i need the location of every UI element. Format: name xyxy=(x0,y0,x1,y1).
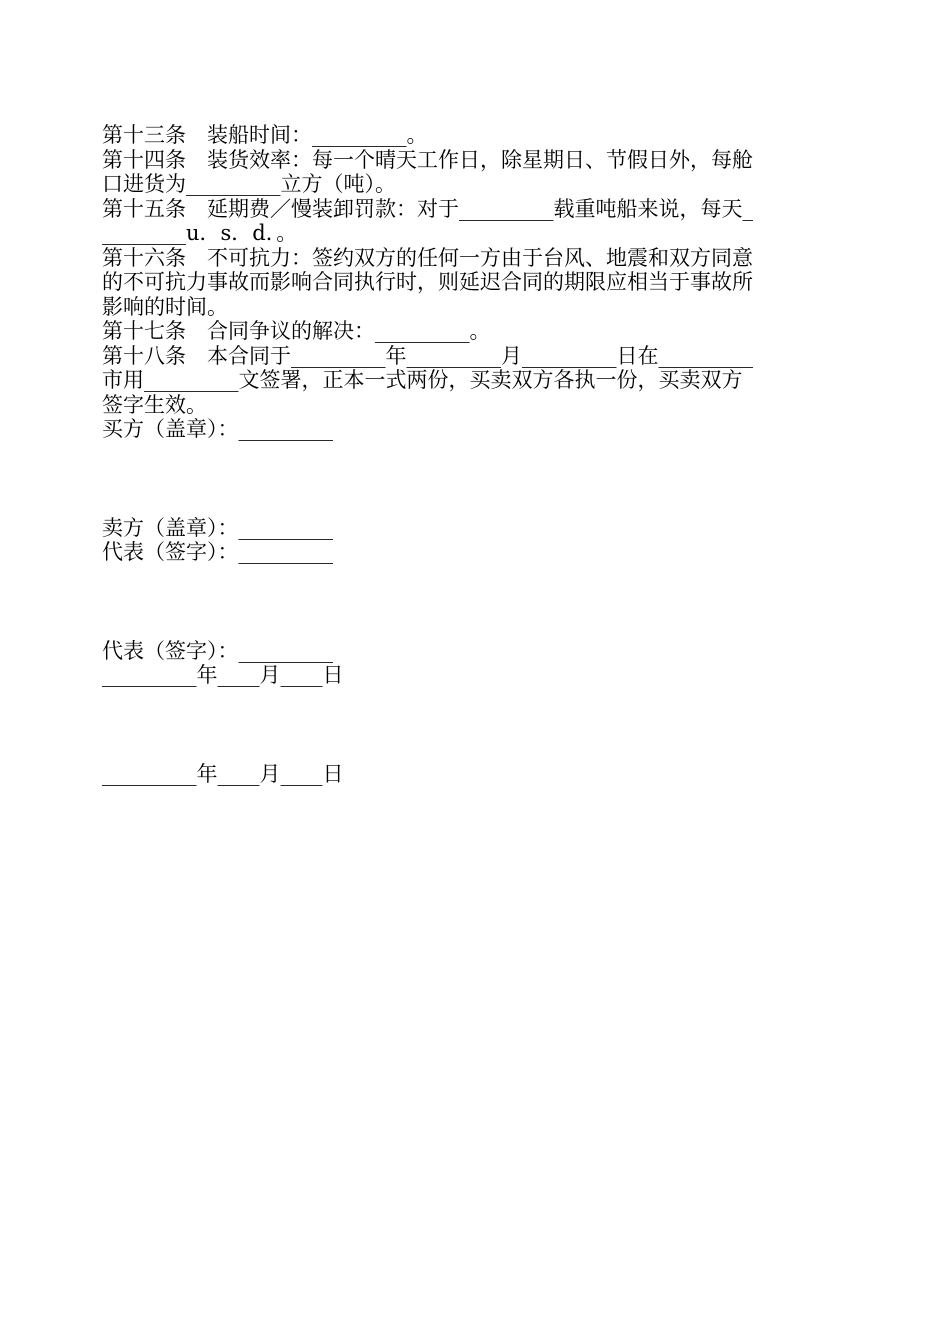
spacer xyxy=(102,688,852,762)
article-14-loading-rate-cont: 口进货为_________立方（吨）。 xyxy=(102,172,396,196)
spacer xyxy=(102,565,852,639)
article-18-signing: 第十八条 本合同于_________年_________月_________日在_________ xyxy=(102,343,753,368)
article-16-force-majeure-cont-2: 影响的时间。 xyxy=(102,294,228,319)
article-17-dispute-resolution: 第十七条 合同争议的解决：_________。 xyxy=(102,319,491,343)
article-18-signing-cont-2: 签字生效。 xyxy=(102,392,207,417)
article-15-demurrage: 第十五条 延期费／慢装卸罚款：对于_________载重吨船来说，每天_ xyxy=(102,196,753,221)
buyer-seal-line: 买方（盖章）：_________ xyxy=(102,417,333,441)
article-14-loading-rate: 第十四条 装货效率：每一个晴天工作日，除星期日、节假日外，每舱 xyxy=(102,147,753,172)
article-16-force-majeure-cont-1: 的不可抗力事故而影响合同执行时，则延迟合同的期限应相当于事故所 xyxy=(102,270,753,294)
article-18-signing-cont-1: 市用_________文签署，正本一式两份，买卖双方各执一份，买卖双方 xyxy=(102,368,743,392)
article-16-force-majeure: 第十六条 不可抗力：签约双方的任何一方由于台风、地震和双方同意 xyxy=(102,245,753,270)
signature-date-line: _________年____月____日 xyxy=(102,761,344,786)
seller-seal-line: 卖方（盖章）：_________ xyxy=(102,515,333,540)
spacer xyxy=(102,442,852,516)
article-15-demurrage-cont: ________u．s．d．。 xyxy=(102,221,298,245)
representative-signature-line: 代表（签字）：_________ xyxy=(102,638,333,663)
contract-document xyxy=(102,123,852,786)
representative-signature-line: 代表（签字）：_________ xyxy=(102,540,333,564)
article-13-loading-time: 第十三条 装船时间：_________。 xyxy=(102,123,428,147)
signature-date-line: _________年____月____日 xyxy=(102,663,344,687)
